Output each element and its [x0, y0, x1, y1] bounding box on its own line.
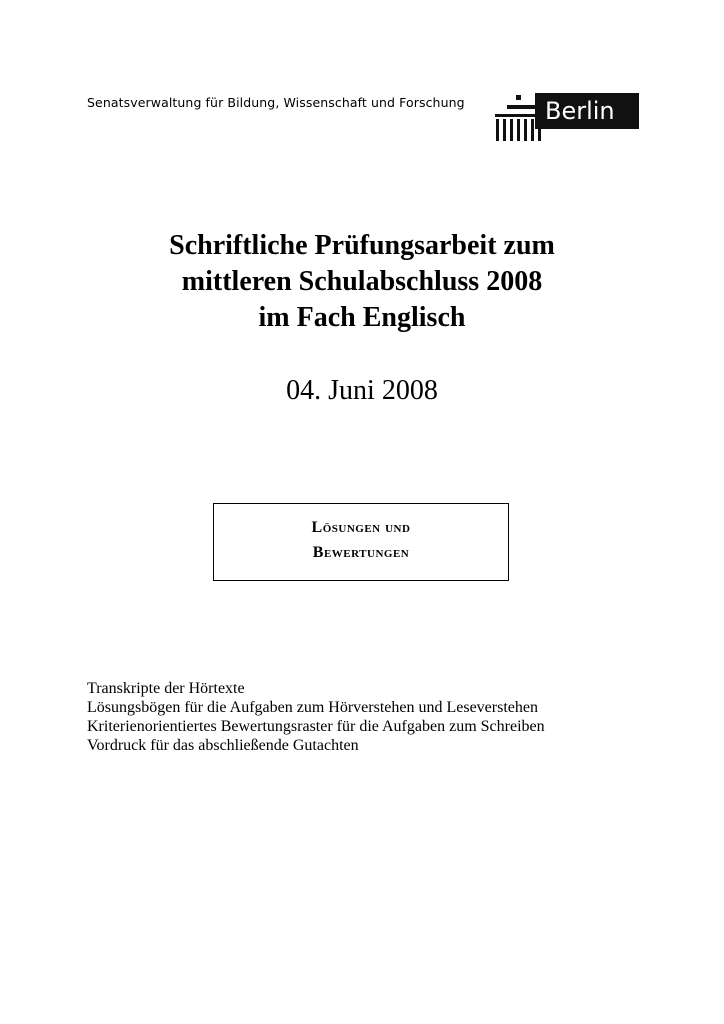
contents-list	[87, 679, 545, 755]
contents-item: Transkripte der Hörtexte	[87, 680, 245, 697]
solutions-box-line-2: Bewertungen	[312, 544, 410, 561]
exam-date: 04. Juni 2008	[286, 375, 438, 406]
title-line-3: im Fach Englisch	[258, 302, 466, 333]
title-line-2: mittleren Schulabschluss 2008	[181, 266, 543, 297]
berlin-logo	[493, 93, 641, 143]
organization-name: Senatsverwaltung für Bildung, Wissenschaft und Forschung	[87, 95, 465, 110]
document-title	[0, 228, 724, 336]
title-line-1: Schriftliche Prüfungsarbeit zum	[169, 230, 555, 261]
solutions-box-line-1: Lösungen und	[311, 519, 411, 536]
contents-item: Lösungsbögen für die Aufgaben zum Hörverstehen und Leseverstehen	[87, 699, 538, 716]
logo-text: Berlin	[545, 97, 615, 125]
contents-item: Kriterienorientiertes Bewertungsraster für die Aufgaben zum Schreiben	[87, 718, 545, 735]
solutions-box	[213, 503, 509, 581]
contents-item: Vordruck für das abschließende Gutachten	[87, 737, 359, 754]
